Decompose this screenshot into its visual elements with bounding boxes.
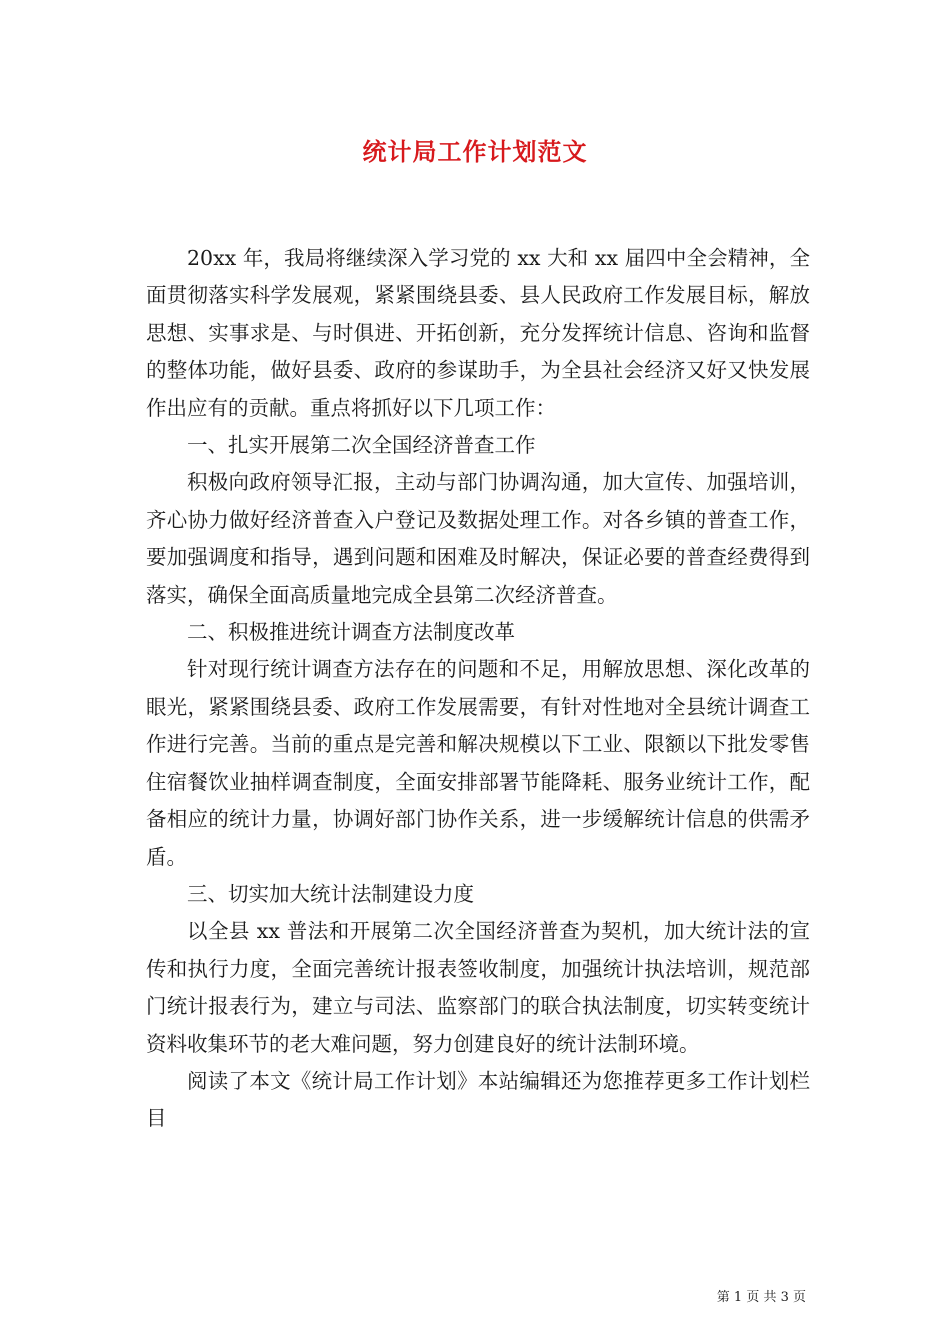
document-body [146, 240, 810, 1138]
closing-paragraph: 阅读了本文《统计局工作计划》本站编辑还为您推荐更多工作计划栏目 [146, 1068, 810, 1131]
section-heading-3: 三、切实加大统计法制建设力度 [187, 881, 474, 906]
section-paragraph-1: 积极向政府领导汇报，主动与部门协调沟通，加大宣传、加强培训，齐心协力做好经济普查入户登记及数据处理工作。对各乡镇的普查工作，要加强调度和指导，遇到问题和困难及时解决，保证必要的普查经费得到落实，确保全面高质量地完成全县第二次经济普查。 [146, 470, 810, 607]
document-title: 统计局工作计划范文 [362, 137, 588, 166]
page-number-footer: 第 1 页 共 3 页 [716, 1290, 806, 1305]
section-paragraph-3: 以全县 xx 普法和开展第二次全国经济普查为契机，加大统计法的宣传和执行力度，全面完善统计报表签收制度，加强统计执法培训，规范部门统计报表行为，建立与司法、监察部门的联合执法制度，切实转变统计资料收集环节的老大难问题，努力创建良好的统计法制环境。 [146, 919, 810, 1056]
section-paragraph-2: 针对现行统计调查方法存在的问题和不足，用解放思想、深化改革的眼光，紧紧围绕县委、政府工作发展需要，有针对性地对全县统计调查工作进行完善。当前的重点是完善和解决规模以下工业、限额以下批发零售住宿餐饮业抽样调查制度，全面安排部署节能降耗、服务业统计工作，配备相应的统计力量，协调好部门协作关系，进一步缓解统计信息的供需矛盾。 [146, 657, 810, 869]
section-heading-2: 二、积极推进统计调查方法制度改革 [187, 620, 515, 645]
intro-paragraph: 20xx 年，我局将继续深入学习党的 xx 大和 xx 届四中全会精神，全面贯彻落实科学发展观，紧紧围绕县委、县人民政府工作发展目标，解放思想、实事求是、与时俱进、开拓创新，充分发挥统计信息、咨询和监督的整体功能，做好县委、政府的参谋助手，为全县社会经济又好又快发展作出应有的贡献。重点将抓好以下几项工作： [146, 246, 810, 420]
section-heading-1: 一、扎实开展第二次全国经济普查工作 [187, 433, 536, 458]
